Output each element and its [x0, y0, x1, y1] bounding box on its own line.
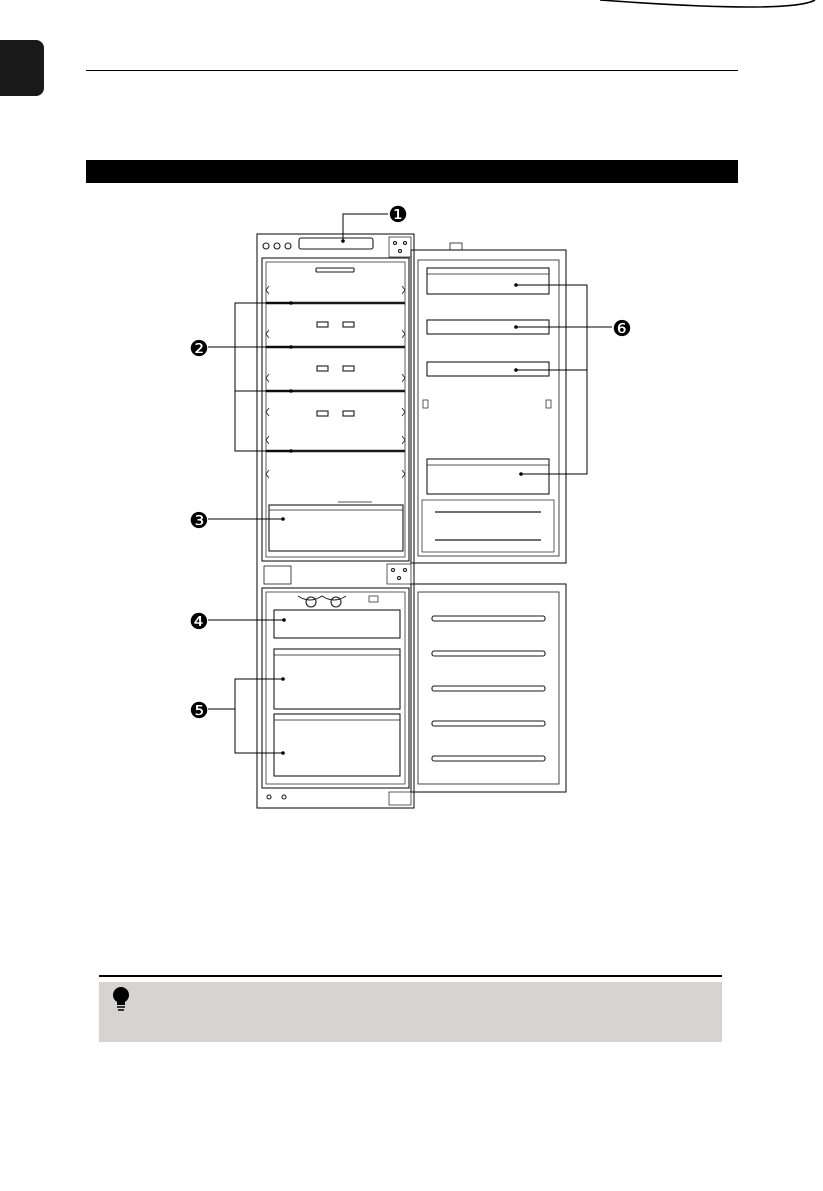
door-balcony-1	[427, 268, 549, 294]
lightbulb-icon	[111, 986, 131, 1012]
callout-3: ❸	[189, 509, 209, 534]
leader-lines	[208, 214, 612, 753]
callout-5: ❺	[189, 699, 209, 724]
door-balcony-4	[427, 459, 549, 494]
ice-tray	[274, 610, 400, 638]
lower-door	[411, 584, 566, 792]
upper-door	[411, 243, 566, 563]
freezer-drawer-top	[274, 649, 400, 709]
callout-1: ❶	[388, 203, 408, 228]
callout-6: ❻	[612, 317, 632, 342]
note-rule	[99, 975, 722, 977]
door-balcony-3	[427, 362, 549, 376]
note-box	[99, 982, 722, 1042]
control-panel	[299, 238, 373, 249]
freezer-drawer-bottom	[274, 714, 400, 776]
crisper-drawer	[269, 505, 403, 551]
callout-4: ❹	[189, 610, 209, 635]
callout-2: ❷	[189, 337, 209, 362]
cabinet-body	[257, 234, 414, 808]
